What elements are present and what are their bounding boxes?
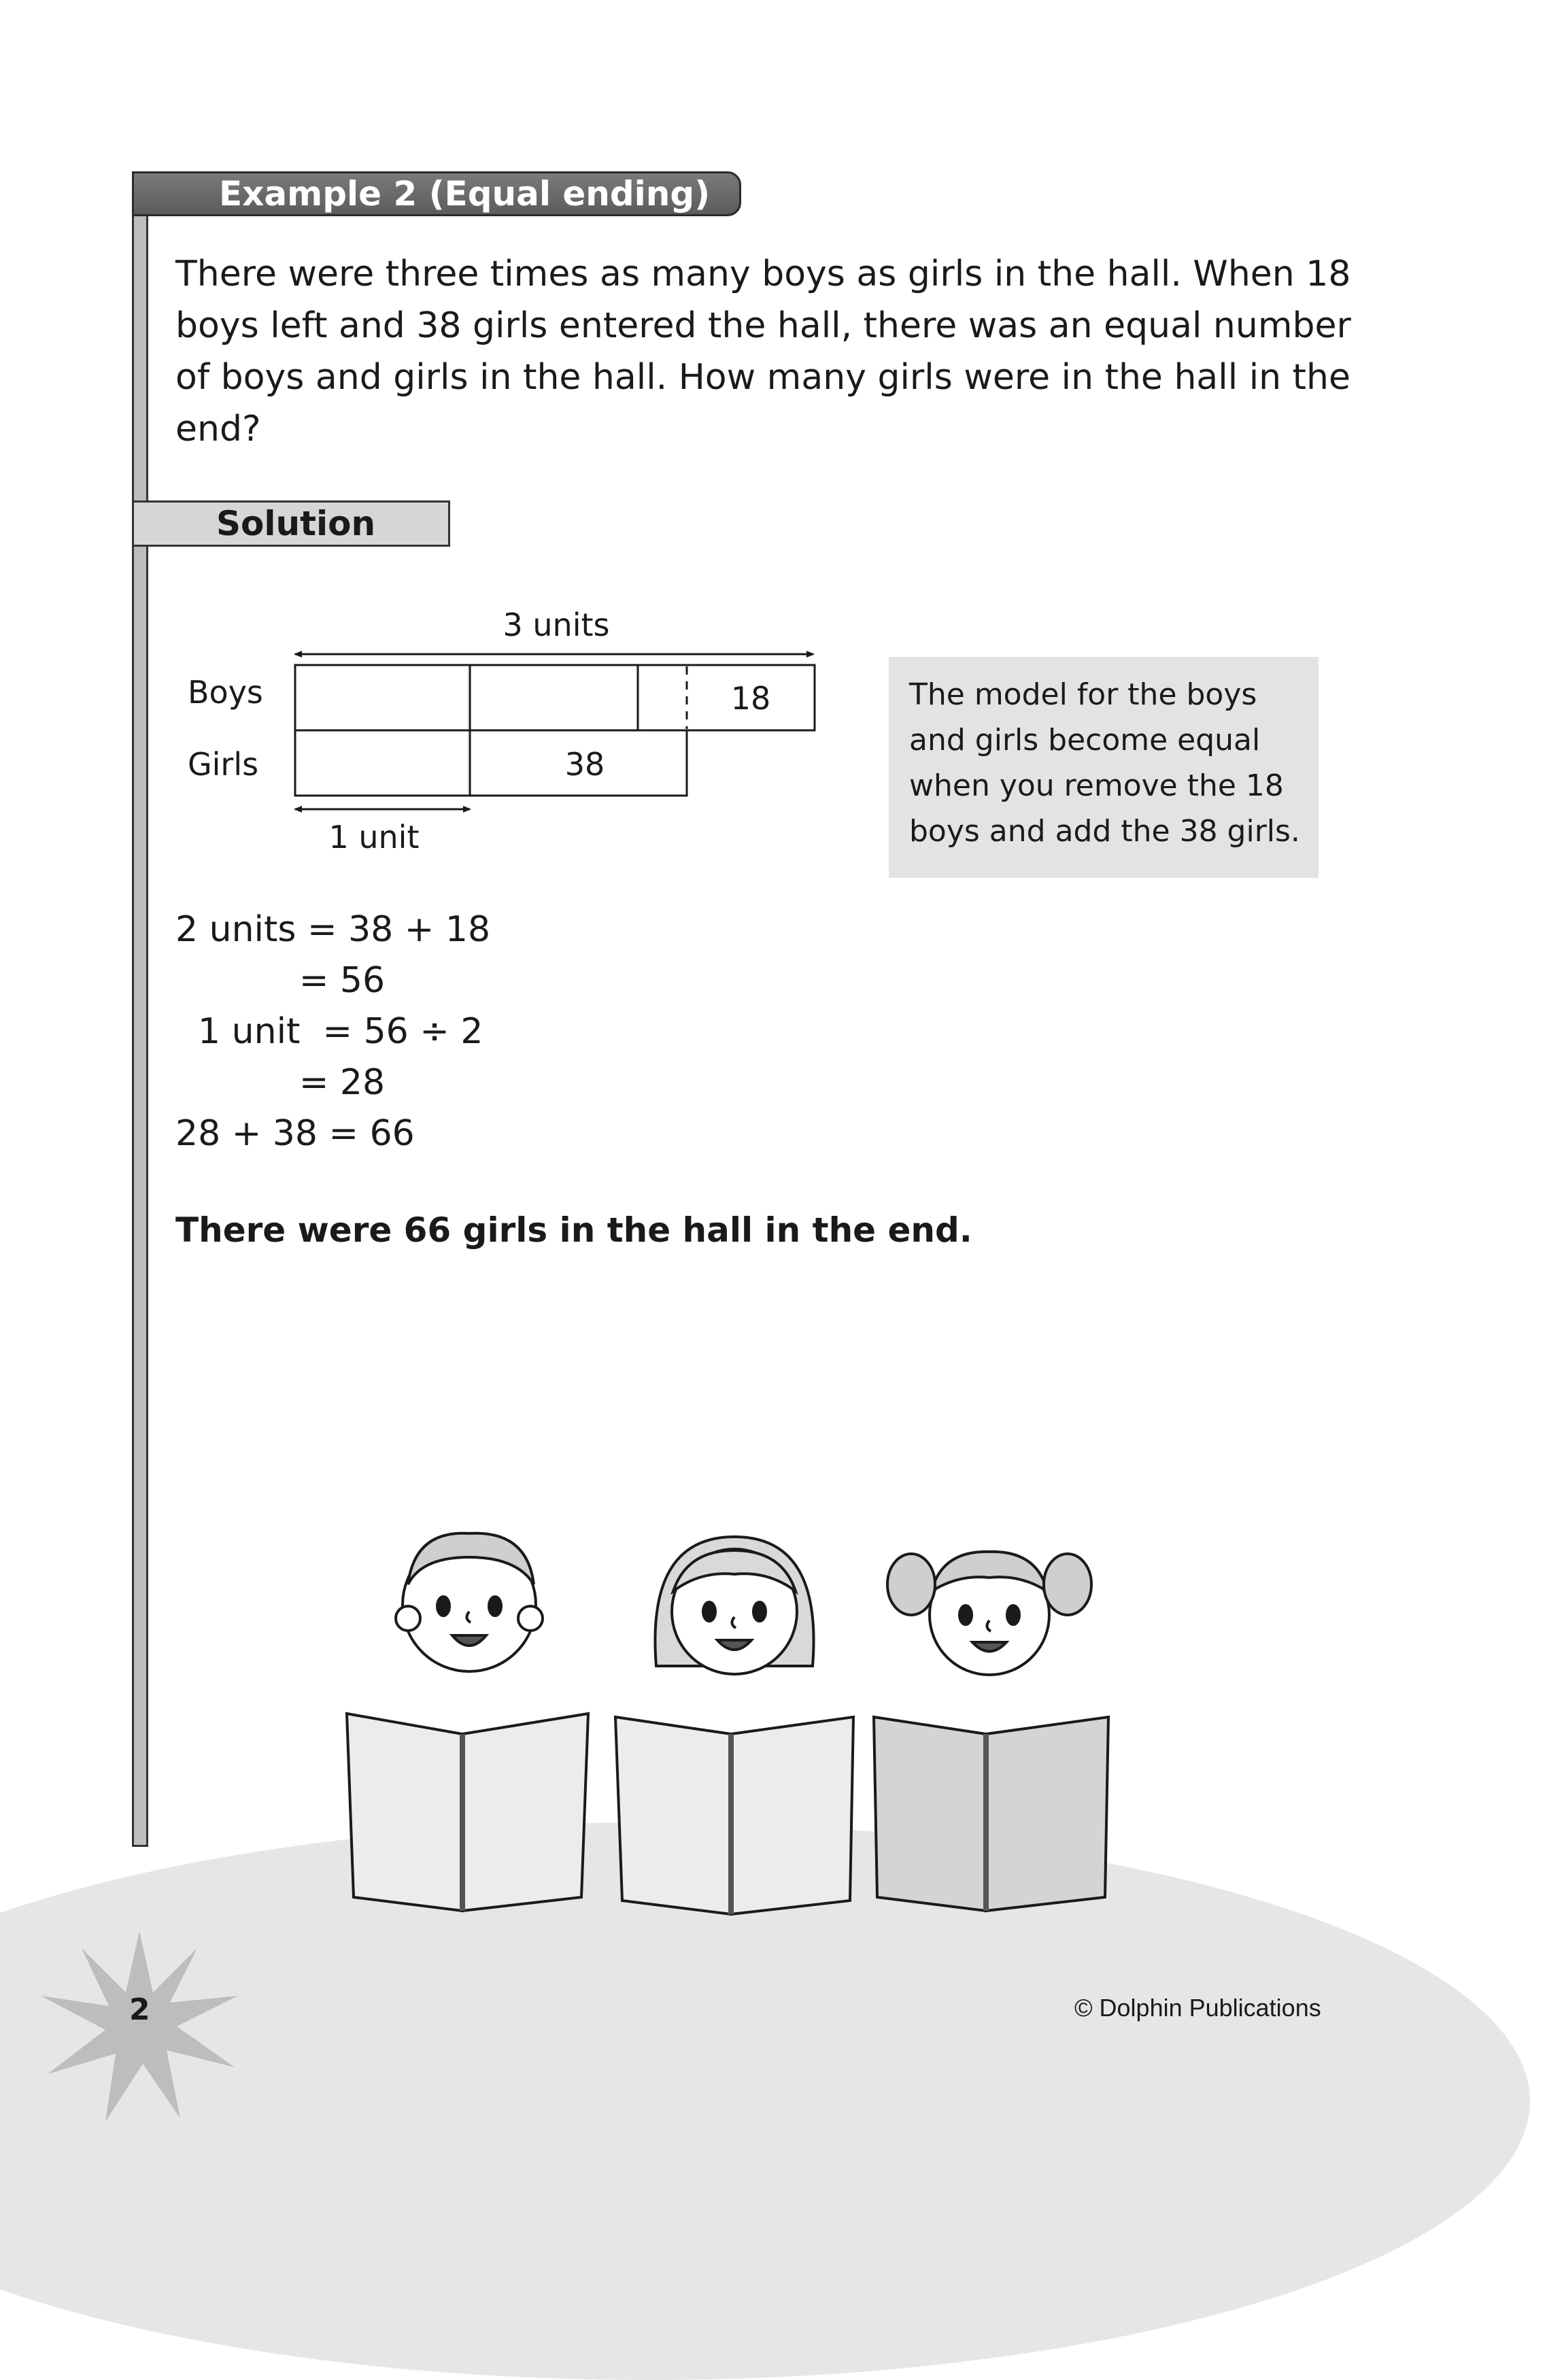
one-unit-label: 1 unit (328, 819, 420, 855)
boys-extra-label: 18 (730, 680, 771, 717)
explanation-line: when you remove the 18 (909, 768, 1284, 803)
question-line: boys left and 38 girls entered the hall, there was an equal number (175, 305, 1351, 346)
question-line: There were three times as many boys as girls in the hall. When 18 (175, 254, 1351, 294)
answer-statement: There were 66 girls in the hall in the end. (175, 1210, 972, 1250)
working-line: = 56 (175, 960, 386, 1001)
girls-bar (295, 730, 687, 796)
working-line: 2 units = 38 + 18 (175, 909, 491, 950)
boys-row-label: Boys (188, 674, 263, 711)
copyright-notice: © Dolphin Publications (1074, 1994, 1321, 2022)
three-units-label: 3 units (503, 607, 610, 643)
girls-row-label: Girls (188, 746, 259, 783)
working-line: 1 unit = 56 ÷ 2 (175, 1011, 483, 1052)
explanation-line: boys and add the 38 girls. (909, 814, 1300, 849)
girls-extra-label: 38 (564, 746, 605, 783)
girl-figure (615, 1537, 853, 1914)
question-line: end? (175, 409, 261, 449)
example-title: Example 2 (Equal ending) (219, 174, 711, 214)
working-line: 28 + 38 = 66 (175, 1113, 415, 1154)
working-line: = 28 (175, 1062, 386, 1103)
pigtail-girl-figure (874, 1552, 1108, 1911)
explanation-box (889, 657, 1319, 878)
explanation-line: and girls become equal (909, 723, 1261, 758)
page-number: 2 (129, 1992, 150, 2027)
children-reading-illustration (333, 1510, 1149, 1931)
working-steps (175, 904, 490, 1159)
boy-figure (347, 1533, 588, 1911)
explanation-line: The model for the boys (909, 677, 1257, 712)
question-line: of boys and girls in the hall. How many girls were in the hall in the (175, 357, 1350, 398)
starburst-badge (41, 1931, 238, 2128)
solution-title: Solution (216, 504, 376, 543)
